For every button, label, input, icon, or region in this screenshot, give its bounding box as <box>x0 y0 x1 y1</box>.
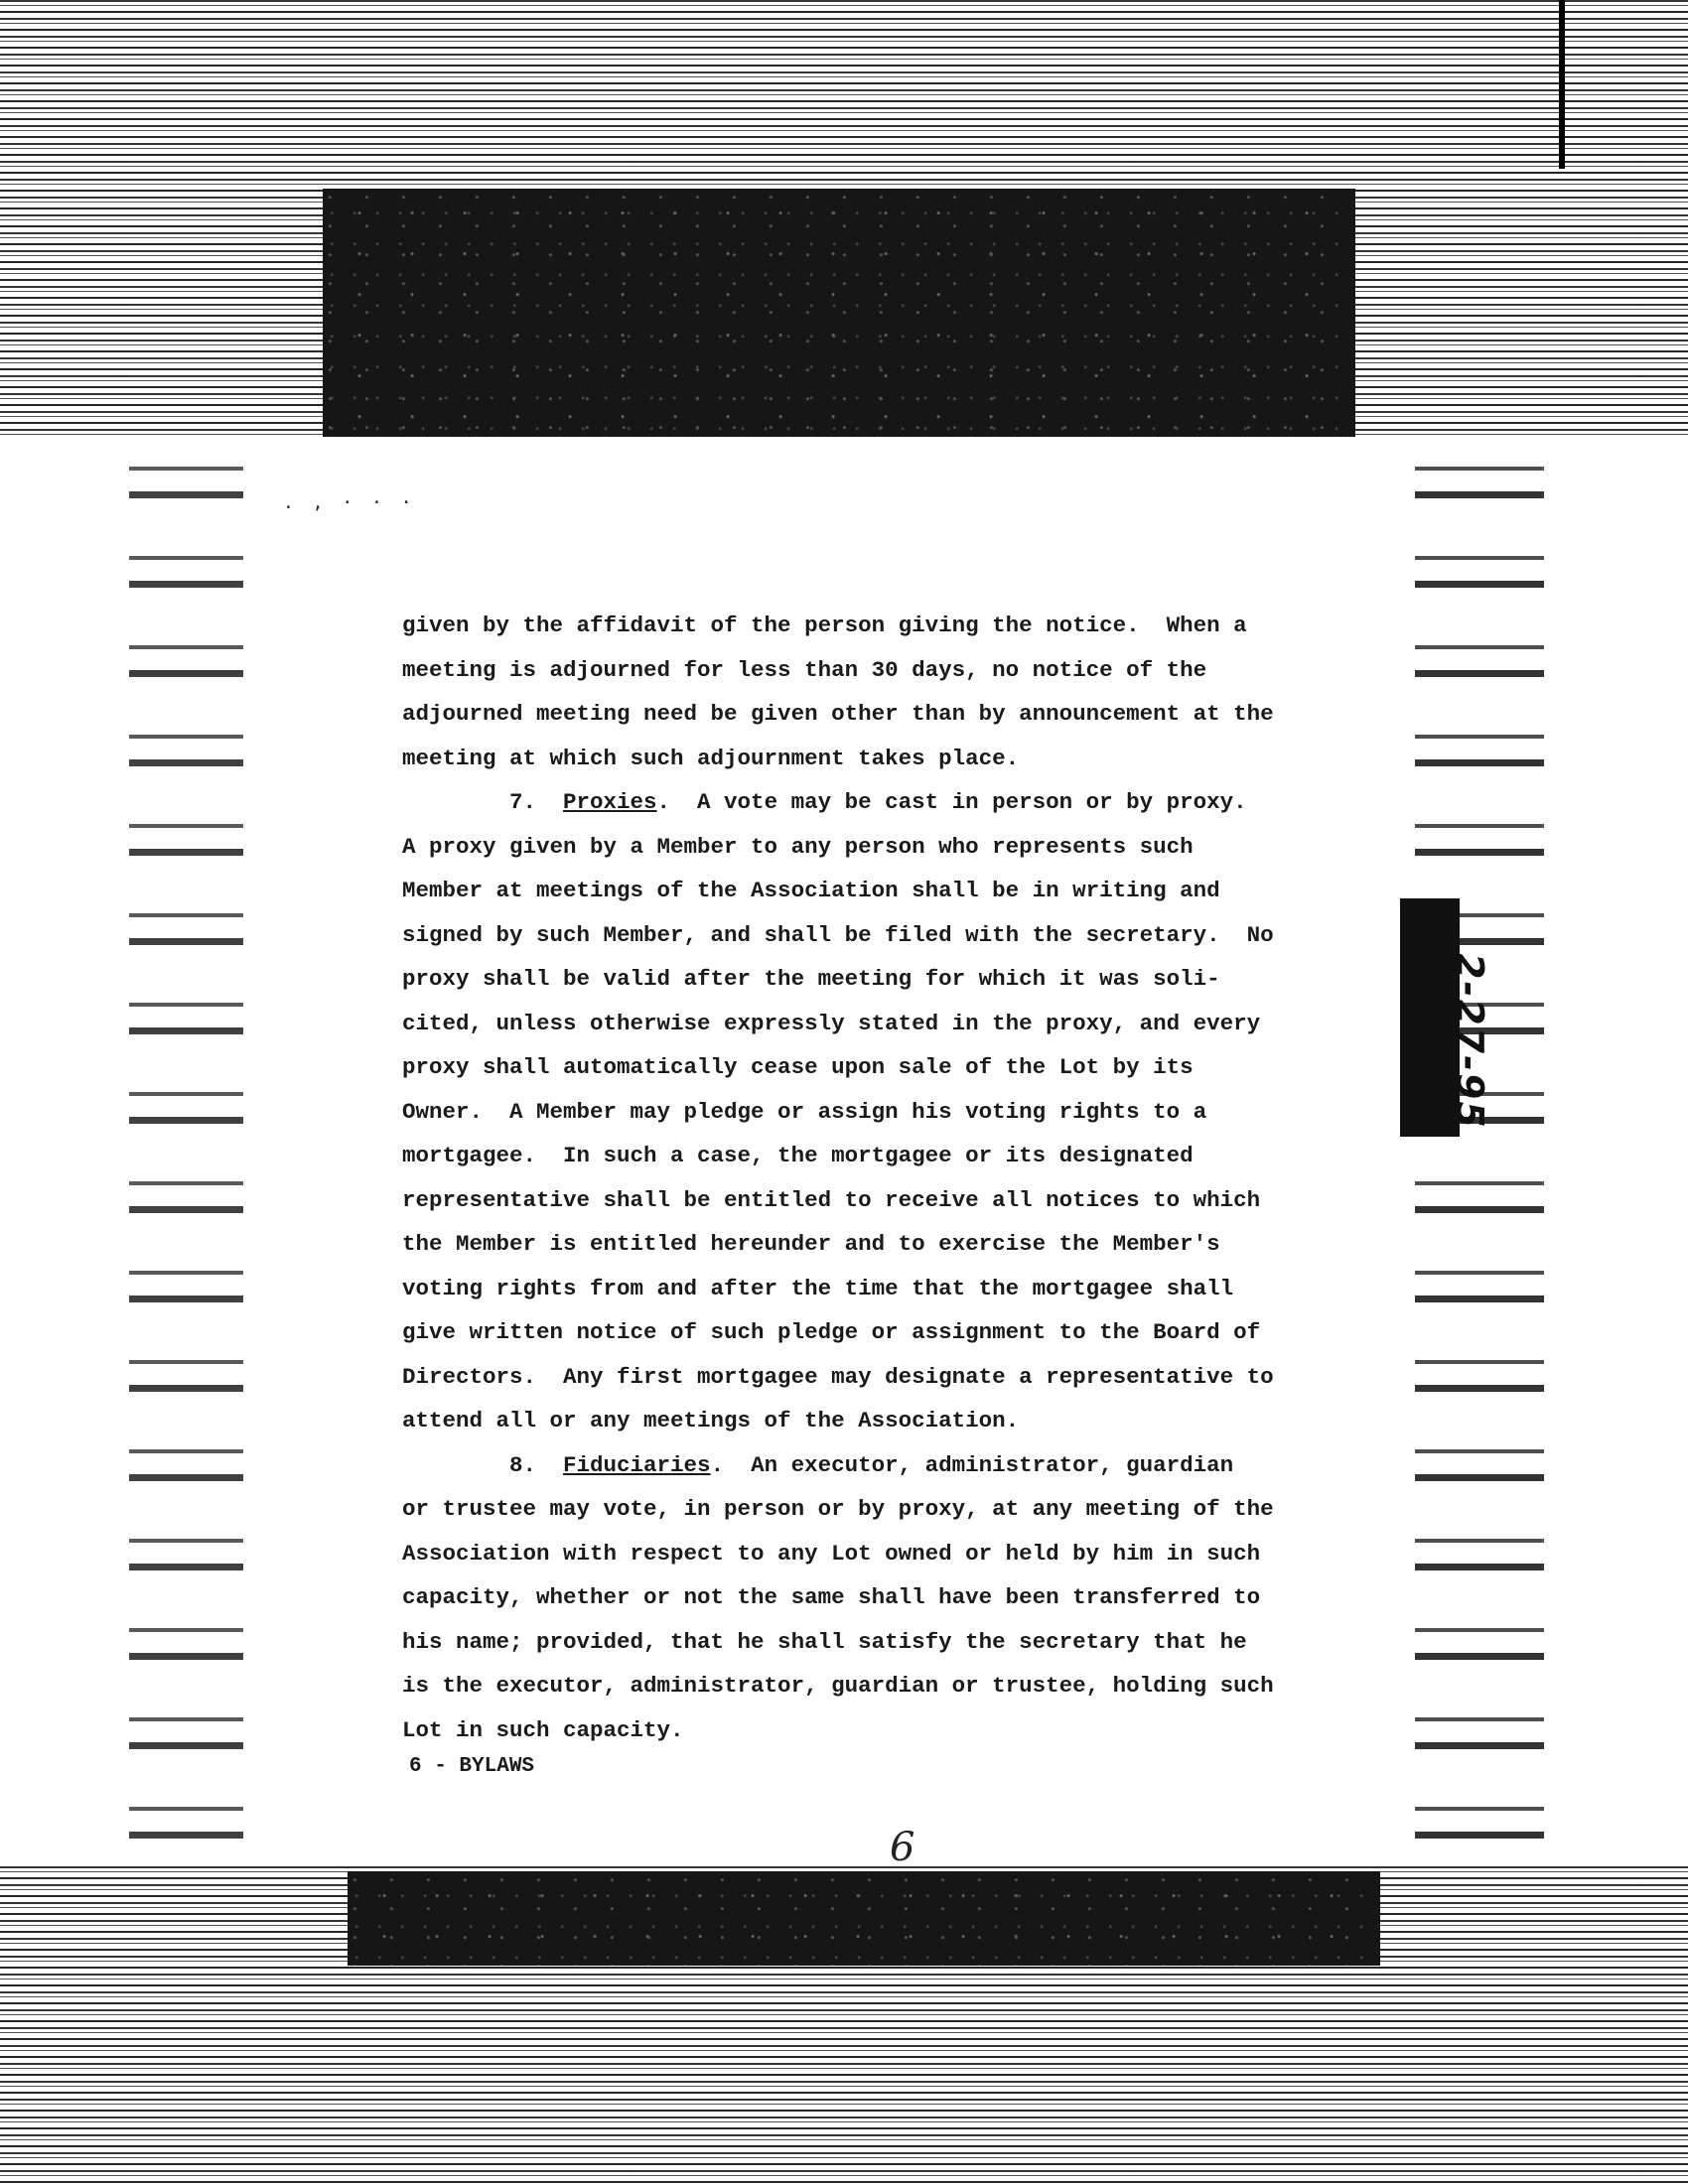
handwritten-date: 2-27-95 <box>1448 953 1491 1130</box>
line-text: proxy shall automatically cease upon sale of the Lot by its <box>402 1054 1194 1080</box>
line-text: Directors. Any first mortgagee may designate a representative to <box>402 1363 1274 1390</box>
text-line <box>402 957 1326 1002</box>
line-text: attend all or any meetings of the Association. <box>402 1408 1020 1433</box>
text-line <box>402 737 1326 781</box>
line-text: meeting is adjourned for less than 30 days, no notice of the <box>402 656 1207 683</box>
text-line <box>402 1222 1326 1267</box>
scan-noise-left <box>129 437 243 1866</box>
line-text: given by the affidavit of the person giving the notice. When a <box>402 613 1247 638</box>
text-line <box>402 1178 1326 1223</box>
text-line <box>402 913 1326 958</box>
text-line <box>402 1002 1326 1046</box>
line-text: signed by such Member, and shall be filed with the secretary. No <box>402 921 1274 948</box>
line-text: Association with respect to any Lot owned or held by him in such <box>402 1540 1261 1567</box>
dark-scan-slab-top <box>323 189 1355 437</box>
section-number: 7. <box>402 789 564 815</box>
text-line <box>402 780 1326 825</box>
text-line <box>402 1575 1326 1620</box>
line-text: . A vote may be cast in person or by proxy. <box>656 789 1247 815</box>
text-line <box>402 1620 1326 1665</box>
line-text: mortgagee. In such a case, the mortgagee or its designated <box>402 1143 1194 1168</box>
text-line <box>402 1267 1326 1311</box>
text-line <box>402 1310 1326 1355</box>
line-text: give written notice of such pledge or assignment to the Board of <box>402 1319 1261 1345</box>
line-text: meeting at which such adjournment takes place. <box>402 745 1020 771</box>
document-body <box>402 604 1326 1752</box>
line-text: Lot in such capacity. <box>402 1716 684 1743</box>
line-text: proxy shall be valid after the meeting for which it was soli- <box>402 966 1220 992</box>
line-text: Member at meetings of the Association shall be in writing and <box>402 878 1220 903</box>
text-line <box>402 1045 1326 1090</box>
line-text: cited, unless otherwise expressly stated in the proxy, and every <box>402 1010 1261 1036</box>
line-text: A proxy given by a Member to any person who represents such <box>402 833 1194 860</box>
text-line <box>402 1664 1326 1708</box>
line-text: representative shall be entitled to receive all notices to which <box>402 1186 1261 1213</box>
line-text: capacity, whether or not the same shall have been transferred to <box>402 1584 1261 1610</box>
text-line <box>402 1399 1326 1443</box>
line-text: adjourned meeting need be given other than by announcement at the <box>402 701 1274 727</box>
text-line <box>402 825 1326 870</box>
dark-scan-slab-bottom <box>348 1871 1380 1966</box>
text-line <box>402 692 1326 737</box>
line-text: Owner. A Member may pledge or assign his voting rights to a <box>402 1098 1207 1125</box>
line-text: the Member is entitled hereunder and to exercise the Member's <box>402 1231 1220 1257</box>
page-footer: 6 - BYLAWS <box>409 1755 535 1778</box>
text-line <box>402 1487 1326 1532</box>
section-number: 8. <box>402 1451 564 1478</box>
text-line <box>402 1532 1326 1576</box>
line-text: voting rights from and after the time that the mortgagee shall <box>402 1275 1234 1301</box>
line-text: his name; provided, that he shall satisfy the secretary that he <box>402 1628 1247 1655</box>
scan-edge-bar <box>1559 0 1565 169</box>
text-line <box>402 1443 1326 1488</box>
corner-marks: . , · · · <box>283 492 416 513</box>
text-line <box>402 1090 1326 1135</box>
text-line <box>402 604 1326 648</box>
text-line <box>402 648 1326 693</box>
text-line <box>402 1355 1326 1400</box>
section-heading: Fiduciaries <box>563 1451 711 1478</box>
text-line <box>402 869 1326 913</box>
section-heading: Proxies <box>563 789 657 815</box>
scan-noise-right <box>1415 437 1544 1866</box>
line-text: is the executor, administrator, guardian or trustee, holding such <box>402 1673 1274 1699</box>
line-text: . An executor, administrator, guardian <box>710 1451 1234 1478</box>
handwritten-page-number: 6 <box>890 1825 915 1870</box>
text-line <box>402 1708 1326 1753</box>
text-line <box>402 1134 1326 1178</box>
line-text: or trustee may vote, in person or by proxy, at any meeting of the <box>402 1496 1274 1522</box>
